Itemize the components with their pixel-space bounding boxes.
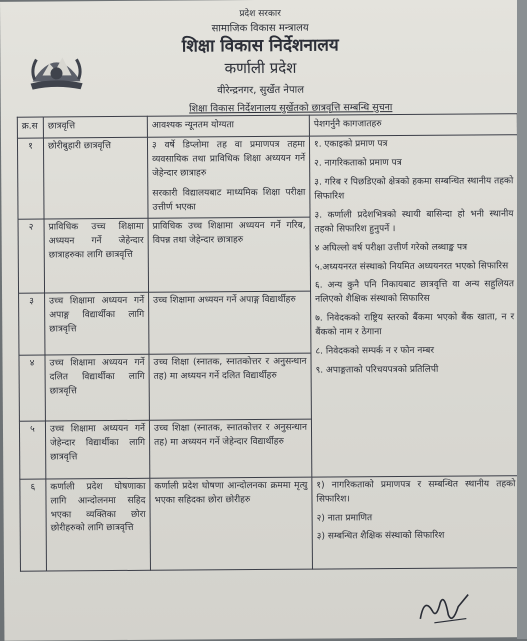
row-scholarship-name: उच्च शिक्षामा अध्ययन गर्ने अपाङ्ग विद्यार्थीका लागि छात्रवृत्ति: [45, 292, 149, 355]
row-scholarship-name: प्राविधिक उच्च शिक्षामा अध्ययन गर्ने जेहेन्दार छात्राहरुका लागि छात्रवृत्ति: [44, 218, 149, 293]
row-scholarship-name: उच्च शिक्षामा अध्ययन गर्ने जेहेन्दार विद्यार्थीका लागि छात्रवृत्ति: [45, 420, 149, 479]
document-item: ९. अपाङ्गताको परिचयपत्रको प्रतिलिपी: [315, 364, 439, 376]
document-item: ८. निवेदकको सम्पर्क न र फोन नम्बर: [315, 345, 435, 357]
nepal-emblem-icon: [24, 37, 88, 93]
row-sn: ४: [19, 355, 45, 421]
qualification-text: ३ वर्षे डिप्लोमा तह वा प्रमाणपत्र तहमा व्यवसायिक तथा प्राविधिक शिक्षा अध्ययन गर्ने जेहेन्दार छात्राहरु: [151, 139, 306, 179]
document-item: ३) सम्बन्धित शैक्षिक संस्थाको सिफारिश: [316, 531, 445, 543]
row-qualification: उच्च शिक्षा (स्नातक, स्नातकोत्तर र अनुसन्धान तह) मा अध्ययन गर्ने जेहेन्दार विद्यार्थीहरु: [149, 419, 311, 478]
required-documents: [309, 135, 519, 477]
row-scholarship-name: कर्णाली प्रदेश घोषणाका लागि आन्दोलनमा सहिद भएका व्यक्तिका छोरा छोरीहरुको लागि छात्रवृत्ति: [46, 478, 151, 571]
header-address: वीरेन्द्रनगर, सुर्खेत नेपाल: [217, 84, 305, 97]
document-item: ३. कर्णाली प्रदेशभित्रको स्थायी बासिन्दा हो भनी स्थानीय तहको सिफारिश हुनुपर्ने ।: [314, 208, 514, 235]
row-sn: ६: [20, 479, 47, 571]
document-item: ६. अन्य कुनै पनि निकायबाट छात्रवृत्ति वा अन्य सहुलियत नलिएको शैक्षिक संस्थाको सिफारिस: [314, 279, 515, 305]
row-qualification: कर्णाली प्रदेश घोषणा आन्दोलनका क्रममा मृत्यु भएका सहिदका छोरा छोरीहरु: [150, 477, 313, 570]
row-sn: ५: [19, 421, 45, 479]
header-province-government: प्रदेश सरकार: [239, 8, 281, 20]
row-sn: १: [17, 138, 44, 219]
row-scholarship-name: छोरीबुहारी छात्रवृत्ति: [43, 137, 148, 218]
row-sn: ३: [19, 293, 45, 355]
notice-title: शिक्षा विकास निर्देशनालय सुर्खेतको छात्रवृत्ति सम्बन्धि सुचना: [189, 102, 393, 115]
row-qualification: प्राविधिक उच्च शिक्षामा अध्ययन गर्ने गरिब, विपन्न तथा जेहेन्दार छात्राहरु: [148, 217, 311, 292]
header-province: कर्णाली प्रदेश: [224, 58, 297, 78]
scholarship-table: [17, 113, 521, 571]
col-header-documents: पेशगर्नुनै कागजातहरु: [309, 114, 517, 136]
row-qualification: उच्च शिक्षामा अध्ययन गर्ने अपाङ्ग विद्यार्थीहरु: [149, 291, 311, 354]
document-item: ७. निवेदकको राष्ट्रिय स्तरको बैंकमा भएको बैंक खाता, न र बैंकको नाम र ठेगाना: [315, 312, 515, 338]
row-qualification: [147, 136, 310, 218]
document-item: ३. गरिब र पिछडिएको क्षेत्रको हकमा सम्बन्धित स्थानीय तहको सिफारिश: [314, 176, 514, 202]
document-item: १. एकाइको प्रमाण पत्र: [313, 139, 388, 150]
document-item: ४ अघिल्लो वर्ष परीक्षा उत्तीर्ण गरेको लब्धाङ्क पत्र: [314, 242, 468, 254]
col-header-qualification: आवश्यक न्यूनतम योग्यता: [147, 115, 309, 137]
row-sn: २: [18, 219, 45, 293]
col-header-scholarship: छात्रवृत्ति: [43, 116, 147, 138]
row-qualification: उच्च शिक्षा (स्नातक, स्नातकोत्तर र अनुसन्धान तह) मा अध्ययन गर्ने दलित विद्यार्थीहरु: [149, 353, 311, 420]
qualification-text-2: सरकारी विद्यालयबाट माध्यमिक शिक्षा परीक्षा उत्तीर्ण भएका: [152, 187, 306, 213]
document-item: १) नागरिकताको प्रमाणपत्र र सम्बन्धित स्थानीय तहको सिफारिश।: [316, 478, 516, 505]
header-ministry: सामाजिक विकास मन्त्रालय: [211, 22, 309, 35]
col-header-sn: क्र.स: [17, 117, 43, 138]
document-item: २. नागरिकताको प्रमाण पत्र: [314, 157, 402, 169]
document-item: ५.अध्ययनरत संस्थाको नियमित अध्ययनरत भएको सिफारिस: [314, 260, 509, 273]
header-office-title: शिक्षा विकास निर्देशनालय: [181, 35, 339, 57]
table-row: [17, 135, 518, 219]
row-scholarship-name: उच्च शिक्षामा अध्ययन गर्ने दलित विद्यार्थीका लागि छात्रवृत्ति: [45, 354, 149, 421]
signature-mark: [414, 589, 474, 629]
document-item: २) नाता प्रमाणित: [316, 512, 373, 524]
page-edge-background: [517, 0, 527, 639]
required-documents: [312, 475, 521, 568]
table-row: [20, 475, 521, 570]
